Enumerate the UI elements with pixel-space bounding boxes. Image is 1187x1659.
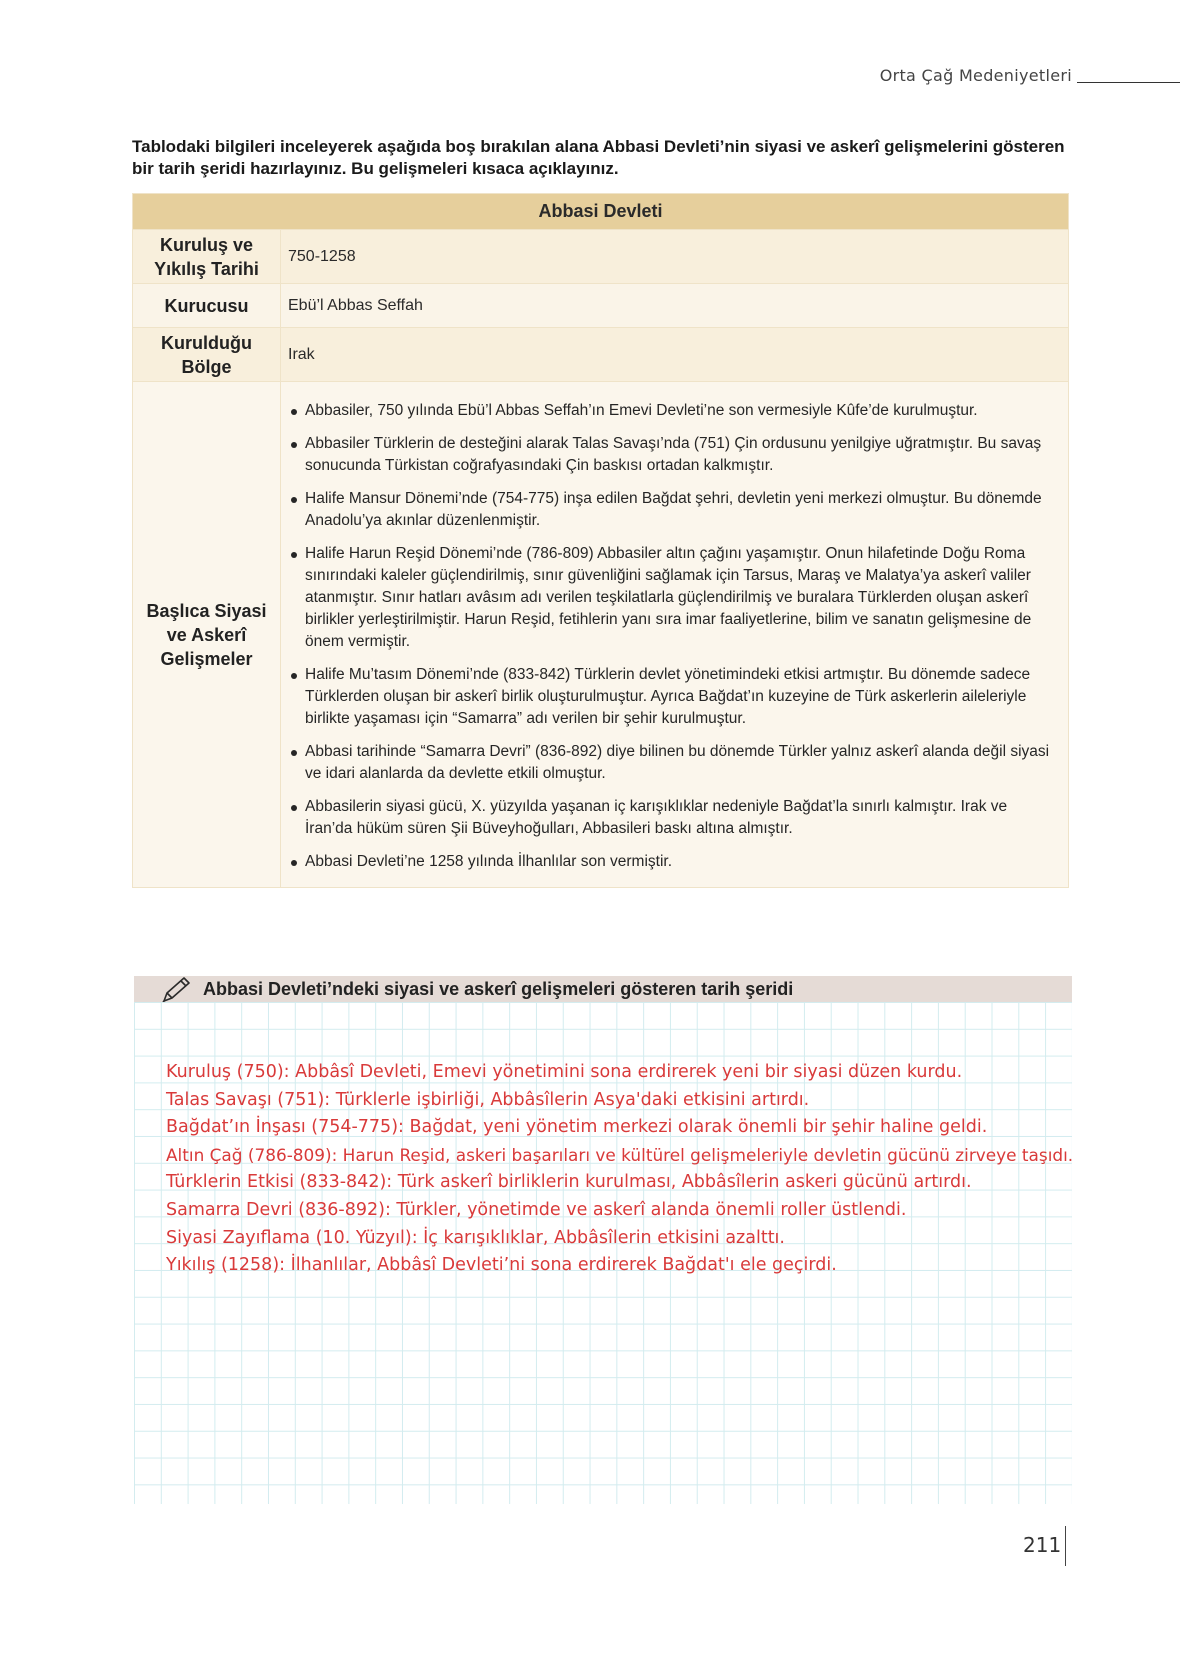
timeline-entry: Talas Savaşı (751): Türklerle işbirliği, Abbâsîlerin Asya'daki etkisini artırdı. — [166, 1089, 810, 1110]
list-item: Abbasiler, 750 yılında Ebü’l Abbas Seffah’ın Emevi Devleti’ne son vermesiyle Kûfe’de kurulmuştur. — [289, 400, 1056, 422]
header-rule — [1077, 82, 1180, 83]
timeline-entry: Bağdat’ın İnşası (754-775): Bağdat, yeni yönetim merkezi olarak önemli bir şehir haline geldi. — [166, 1117, 988, 1138]
list-item: Halife Mu’tasım Dönemi’nde (833-842) Türklerin devlet yönetimindeki etkisi artmıştır. Bu dönemde sadece Türklerden oluşan bir askerî birlik oluşturulmuştur. Ayrıca Bağdat’ın kuzeyine de Türk askerlerin aileleriyle birlikte yaşaması için “Samarra” adı verilen bir şehir kurulmuştur. — [289, 664, 1056, 730]
table-row — [133, 230, 1069, 284]
table-title: Abbasi Devleti — [133, 194, 1069, 230]
handwritten-answers — [166, 1059, 1176, 1280]
table-row-details — [133, 382, 1069, 888]
row-value: Ebü’l Abbas Seffah — [281, 284, 1069, 328]
details-cell — [281, 382, 1069, 888]
list-item: Abbasi tarihinde “Samarra Devri” (836-892) diye bilinen bu dönemde Türkler yalnız askerî alanda değil siyasi ve idari alanlarda da devlette etkili olmuştur. — [289, 741, 1056, 785]
timeline-entry: Yıkılış (1258): İlhanlılar, Abbâsî Devleti’ni sona erdirerek Bağdat'ı ele geçirdi. — [166, 1255, 837, 1276]
timeline-header — [134, 976, 1072, 1002]
row-value: 750-1258 — [281, 230, 1069, 284]
table-row — [133, 284, 1069, 328]
timeline-entry: Kuruluş (750): Abbâsî Devleti, Emevi yönetimini sona erdirerek yeni bir siyasi düzen kurdu. — [166, 1062, 963, 1082]
timeline-entry: Türklerin Etkisi (833-842): Türk askerî birliklerin kurulması, Abbâsîlerin askeri gücünü artırdı. — [166, 1172, 972, 1193]
list-item: Halife Harun Reşid Dönemi’nde (786-809) Abbasiler altın çağını yaşamıştır. Onun hilafetinde Doğu Roma sınırındaki kaleler güçlendirilmiş, sınır güvenliğini sağlamak için Tarsus, Maraş ve Malatya’ya askerî valiler atanmıştır. Sınır hatları avâsım adı verilen teşkilatlarla güçlendirilmiş ve buralara Türklerden oluşan askerî birlikler yerleştirilmiştir. Harun Reşid, fetihlerin yanı sıra imar faaliyetlerine, bilim ve sanatın gelişmesine de önem vermiştir. — [289, 543, 1056, 653]
row-label: Kurucusu — [133, 284, 281, 328]
instruction-text: Tablodaki bilgileri inceleyerek aşağıda boş bırakılan alana Abbasi Devleti’nin siyasi ve askerî gelişmelerini gösteren bir tarih şeridi hazırlayınız. Bu gelişmeleri kısaca açıklayınız. — [132, 137, 1065, 178]
list-item: Abbasiler Türklerin de desteğini alarak Talas Savaşı’nda (751) Çin ordusunu yenilgiye uğratmıştır. Bu savaş sonucunda Türkistan coğrafyasındaki Çin baskısı ortadan kalkmıştır. — [289, 433, 1056, 477]
info-table — [132, 193, 1069, 888]
timeline-entry: Altın Çağ (786-809): Harun Reşid, askeri başarıları ve kültürel gelişmeleriyle devletin gücünü zirveye taşıdı. — [166, 1144, 1074, 1165]
timeline-entry: Samarra Devri (836-892): Türkler, yönetimde ve askerî alanda önemli roller üstlendi. — [166, 1199, 907, 1220]
row-label: Başlıca Siyasi ve Askerî Gelişmeler — [133, 382, 281, 888]
page-number: 211 — [1023, 1533, 1062, 1557]
row-label: Kurulduğu Bölge — [133, 328, 281, 382]
table-row — [133, 328, 1069, 382]
timeline-entry: Siyasi Zayıflama (10. Yüzyıl): İç karışıklıklar, Abbâsîlerin etkisini azalttı. — [166, 1227, 785, 1248]
row-value: Irak — [281, 328, 1069, 382]
list-item: Halife Mansur Dönemi’nde (754-775) inşa edilen Bağdat şehri, devletin yeni merkezi olmuştur. Bu dönemde Anadolu’ya akınlar düzenlenmiştir. — [289, 488, 1056, 532]
timeline-title: Abbasi Devleti’ndeki siyasi ve askerî gelişmeleri gösteren tarih şeridi — [203, 979, 794, 999]
list-item: Abbasilerin siyasi gücü, X. yüzyılda yaşanan iç karışıklıklar nedeniyle Bağdat’la sınırlı kalmıştır. Irak ve İran’da hüküm süren Şii Büveyhoğulları, Abbasileri baskı altına almıştır. — [289, 796, 1056, 840]
page-number-rule — [1065, 1526, 1066, 1566]
row-label: Kuruluş ve Yıkılış Tarihi — [133, 230, 281, 284]
running-header: Orta Çağ Medeniyetleri — [879, 66, 1072, 85]
list-item: Abbasi Devleti’ne 1258 yılında İlhanlılar son vermiştir. — [289, 851, 1056, 873]
details-list — [281, 382, 1068, 887]
